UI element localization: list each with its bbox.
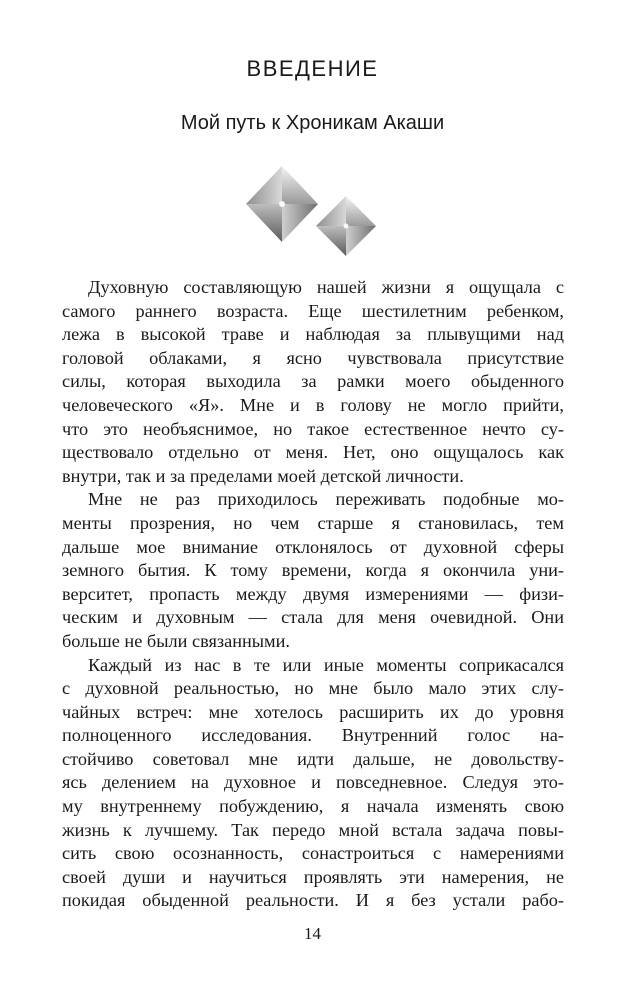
text-line: Духовную составляющую нашей жизни я ощущала с <box>88 277 564 297</box>
chapter-subtitle: Мой путь к Хроникам Акаши <box>180 112 445 134</box>
text-line: покидая обыденной реальности. И я без устали рабо- <box>62 890 564 911</box>
text-line: ществовало отдельно от меня. Нет, оно ощущалось как <box>62 442 564 463</box>
text-line: верситет, пропасть между двумя измерениями — физи- <box>62 583 564 604</box>
small-diamond <box>316 196 376 256</box>
text-line: жизнь к лучшему. Так передо мной встала задача повы- <box>62 819 564 840</box>
text-line: своей души и научиться проявлять эти намерения, не <box>62 866 564 887</box>
text-line: Мне не раз приходилось переживать подобные мо- <box>88 489 564 510</box>
text-line: внутри, так и за пределами моей детской личности. <box>62 465 464 486</box>
text-line: ческим и духовным — стала для меня очевидной. Они <box>62 607 564 628</box>
text-line: человеческого «Я». Мне и в голову не могло прийти, <box>62 394 564 415</box>
text-line: сить свою осознанность, сонастроиться с намерениями <box>62 843 564 864</box>
text-line: чайных встреч: мне хотелось расширить их до уровня <box>62 701 564 722</box>
chapter-title: ВВЕДЕНИЕ <box>246 56 379 81</box>
text-line: менты прозрения, но чем старше я становилась, тем <box>62 512 564 533</box>
text-line: му внутреннему побуждению, я начала изменять свою <box>62 796 564 817</box>
large-diamond <box>246 166 318 242</box>
body-text <box>62 276 564 913</box>
text-line: ясь делением на духовное и повседневное. Следуя это- <box>62 772 564 793</box>
text-line: полноценного исследования. Внутренний голос на- <box>62 725 564 746</box>
text-line: стойчиво советовал мне идти дальше, не довольству- <box>62 748 564 769</box>
text-line: земного бытия. К тому времени, когда я окончила уни- <box>62 560 564 581</box>
text-line: дальше мое внимание отклонялось от духовной сферы <box>62 536 564 557</box>
text-line: головой облаками, я ясно чувствовала присутствие <box>62 347 564 368</box>
text-line: силы, которая выходила за рамки моего обыденного <box>62 371 564 392</box>
text-line: с духовной реальностью, но мне было мало этих слу- <box>62 678 564 699</box>
diamond-ornament-icon <box>240 160 390 260</box>
text-line: лежа в высокой траве и наблюдая за плывущими над <box>62 324 564 345</box>
text-line: больше не были связанными. <box>62 630 290 651</box>
text-line: самого раннего возраста. Еще шестилетним ребенком, <box>62 300 564 321</box>
text-line: что это необъяснимое, но такое естественное нечто су- <box>62 418 564 439</box>
text-line: Каждый из нас в те или иные моменты соприкасался <box>88 654 564 675</box>
page-number: 14 <box>304 924 321 943</box>
